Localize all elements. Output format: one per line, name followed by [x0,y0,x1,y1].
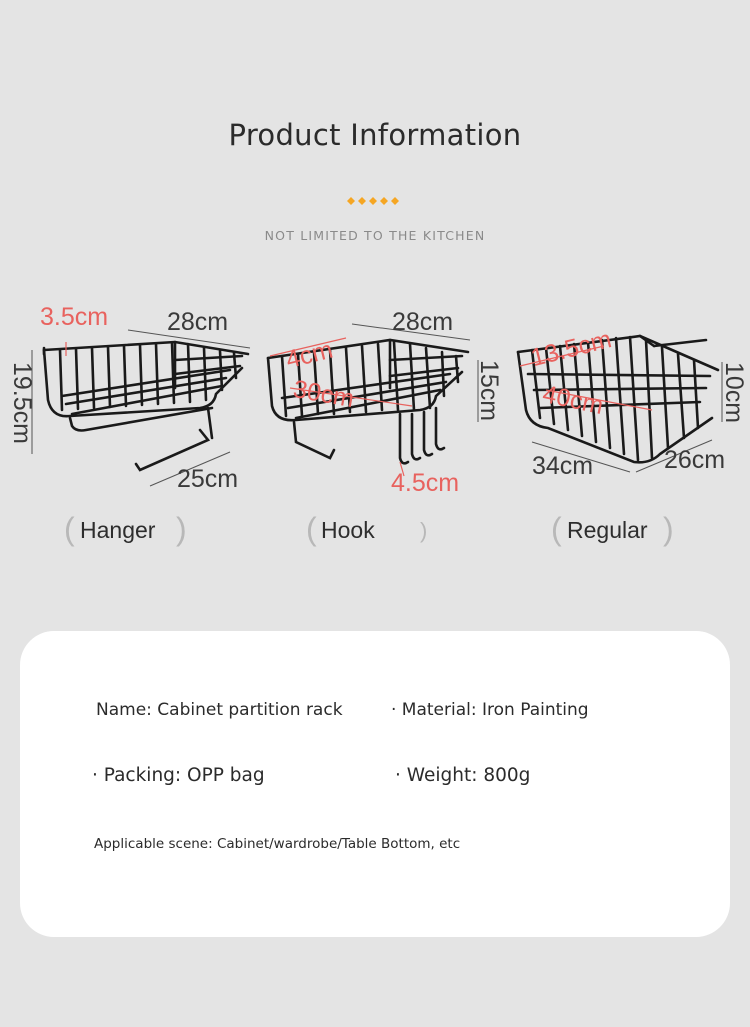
regular-height-label: 10cm [720,362,748,424]
hook-depth-label: 30cm [291,375,357,414]
caption-hook: ( Hook ) [306,511,428,547]
spec-scene: Applicable scene: Cabinet/wardrobe/Table Bottom, etc [94,836,461,852]
hook-hook-length-label: 4.5cm [391,469,460,497]
regular-depth-label: 26cm [664,446,726,474]
spec-material: · Material: Iron Painting [391,700,589,720]
hanger-length-label: 28cm [167,308,229,336]
regular-width-label: 34cm [532,452,594,480]
page-subtitle: NOT LIMITED TO THE KITCHEN [264,228,486,243]
spec-packing: · Packing: OPP bag [92,765,265,786]
caption-regular: ( Regular ) [551,511,674,547]
hook-rim-label: 4cm [283,335,336,375]
hook-height-label: 15cm [475,360,503,422]
hanger-basket-image [44,342,248,470]
regular-length-label: 40cm [540,380,606,421]
hanger-height-label: 19.5cm [8,362,36,444]
caption-hanger-label: Hanger [80,517,156,543]
caption-hook-label: Hook [321,517,375,543]
regular-rim-label: 13.5cm [528,325,615,373]
spec-name: Name: Cabinet partition rack [96,700,343,720]
spec-weight: · Weight: 800g [395,765,531,786]
hook-length-label: 28cm [392,308,454,336]
hanger-width-label: 25cm [177,465,239,493]
basket-illustrations [0,290,750,510]
caption-hanger: ( Hanger ) [64,511,187,547]
spec-card [20,631,730,937]
page-title: Product Information [228,118,522,152]
hanger-hook-height-label: 3.5cm [40,303,109,331]
diamond-divider-icon [347,196,403,206]
caption-regular-label: Regular [567,517,648,543]
